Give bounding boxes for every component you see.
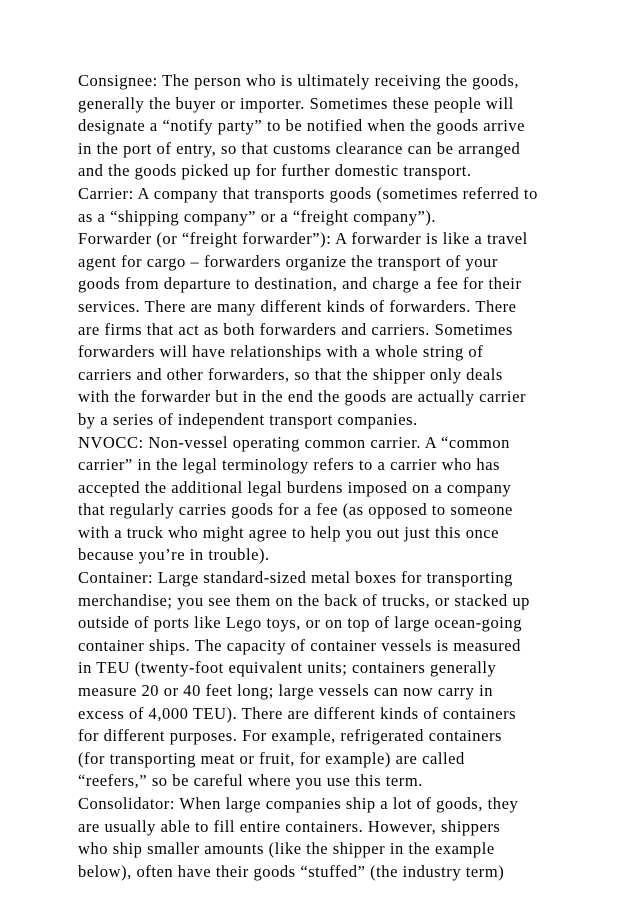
text-line: in TEU (twenty-foot equivalent units; containers generally [78,658,497,678]
text-line: Carrier: A company that transports goods (sometimes referred to [78,183,538,203]
text-line: measure 20 or 40 feet long; large vessels can now carry in [78,681,494,701]
body-text [78,70,608,883]
text-line: by a series of independent transport companies. [78,409,418,429]
text-line: (for transporting meat or fruit, for example) are called [78,748,465,768]
text-line: generally the buyer or importer. Sometimes these people will [78,93,514,113]
text-line: and the goods picked up for further domestic transport. [78,161,472,181]
text-line: container ships. The capacity of container vessels is measured [78,635,521,655]
text-line: because you’re in trouble). [78,545,270,565]
text-line: agent for cargo – forwarders organize the transport of your [78,251,498,271]
text-line: merchandise; you see them on the back of trucks, or stacked up [78,590,530,610]
text-line: services. There are many different kinds of forwarders. There [78,296,517,316]
text-line: in the port of entry, so that customs clearance can be arranged [78,138,521,158]
text-line: below), often have their goods “stuffed” (the industry term) [78,861,505,881]
text-line: with the forwarder but in the end the goods are actually carrier [78,387,526,407]
text-line: “reefers,” so be careful where you use this term. [78,771,423,791]
text-line: forwarders will have relationships with a whole string of [78,342,484,362]
text-line: with a truck who might agree to help you out just this once [78,522,500,542]
text-line: as a “shipping company” or a “freight company”). [78,206,437,226]
text-line: are usually able to fill entire containers. However, shippers [78,816,501,836]
text-line: that regularly carries goods for a fee (as opposed to someone [78,500,513,520]
text-line: designate a “notify party” to be notified when the goods arrive [78,116,526,136]
text-line: Forwarder (or “freight forwarder”): A forwarder is like a travel [78,229,528,249]
text-line: carriers and other forwarders, so that the shipper only deals [78,364,503,384]
text-line: carrier” in the legal terminology refers to a carrier who has [78,455,501,475]
text-line: goods from departure to destination, and charge a fee for their [78,274,522,294]
text-line: who ship smaller amounts (like the shipper in the example [78,839,495,859]
text-line: NVOCC: Non-vessel operating common carrier. A “common [78,432,510,452]
text-line: are firms that act as both forwarders and carriers. Sometimes [78,319,513,339]
text-line: accepted the additional legal burdens imposed on a company [78,477,512,497]
text-line: excess of 4,000 TEU). There are different kinds of containers [78,703,517,723]
text-line: for different purposes. For example, refrigerated containers [78,726,502,746]
text-line: outside of ports like Lego toys, or on top of large ocean-going [78,613,523,633]
text-line: Consolidator: When large companies ship a lot of goods, they [78,794,519,813]
text-line: Consignee: The person who is ultimately receiving the goods, [78,71,519,90]
text-line: Container: Large standard-sized metal boxes for transporting [78,568,513,588]
